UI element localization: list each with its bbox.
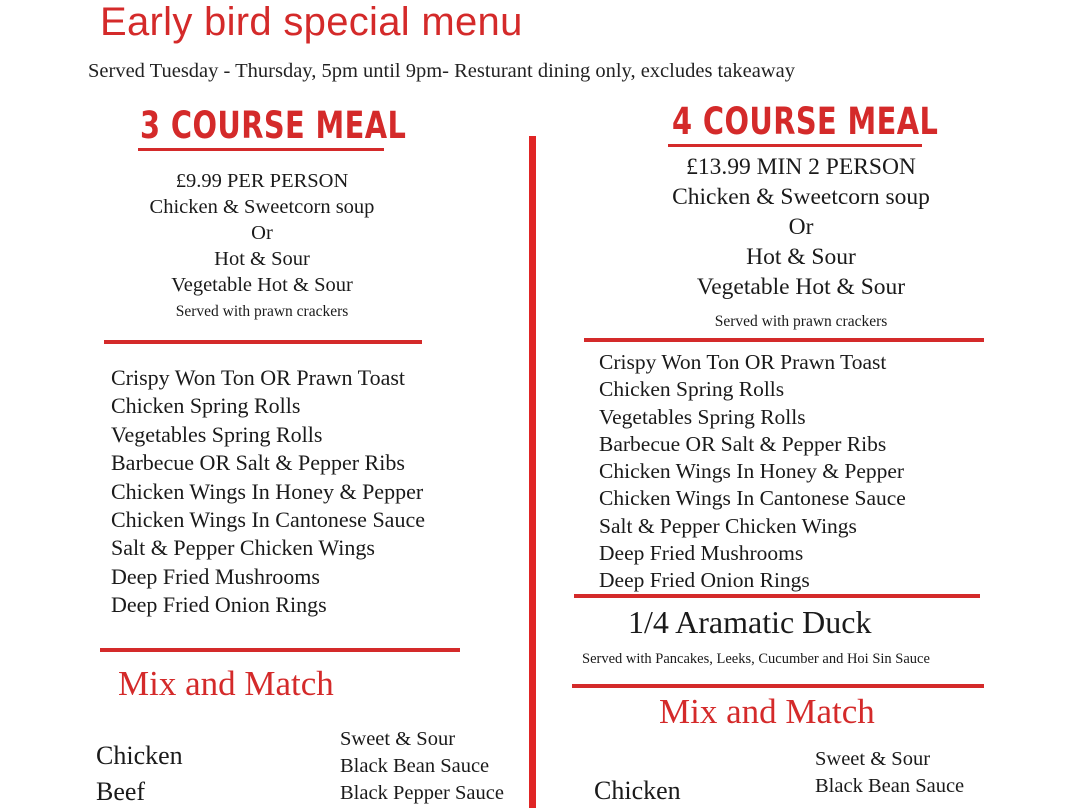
three-course-heading: 3 COURSE MEAL	[140, 104, 407, 147]
starter-item: Deep Fried Mushrooms	[599, 541, 804, 566]
starter-item: Chicken Wings In Honey & Pepper	[599, 459, 905, 484]
soup-note: Served with prawn crackers	[175, 303, 349, 320]
section-rule	[100, 648, 460, 652]
duck-course: 1/4 Aramatic Duck	[628, 604, 872, 640]
starter-item: Deep Fried Onion Rings	[111, 592, 327, 618]
soup-option: Chicken & Sweetcorn soup	[672, 184, 930, 210]
starter-item: Chicken Spring Rolls	[599, 377, 785, 402]
soup-option: Hot & Sour	[214, 248, 310, 270]
soup-option: Chicken & Sweetcorn soup	[149, 196, 375, 218]
duck-note: Served with Pancakes, Leeks, Cucumber and Hoi Sin Sauce	[582, 651, 930, 667]
sauce-list	[340, 726, 504, 807]
sauce-item: Sweet & Sour	[340, 728, 456, 750]
three-course-starters	[111, 364, 425, 620]
four-course-soup-block	[626, 152, 976, 332]
meat-item: Chicken	[96, 741, 183, 770]
center-divider	[529, 136, 536, 808]
soup-note: Served with prawn crackers	[714, 313, 888, 330]
starter-item: Vegetables Spring Rolls	[111, 421, 323, 447]
soup-option: Vegetable Hot & Sour	[696, 274, 906, 300]
three-course-soup-block	[110, 168, 414, 322]
starter-item: Chicken Wings In Cantonese Sauce	[599, 486, 906, 511]
sauce-list	[815, 746, 964, 800]
starter-item: Barbecue OR Salt & Pepper Ribs	[599, 431, 887, 456]
starter-item: Deep Fried Mushrooms	[111, 563, 320, 589]
sauce-item: Black Bean Sauce	[340, 755, 490, 777]
mix-and-match-heading: Mix and Match	[118, 664, 334, 703]
section-rule	[572, 684, 984, 688]
soup-option: Hot & Sour	[746, 244, 856, 270]
starter-item: Barbecue OR Salt & Pepper Ribs	[111, 450, 405, 476]
starter-item: Deep Fried Onion Rings	[599, 568, 810, 593]
menu-subtitle: Served Tuesday - Thursday, 5pm until 9pm- Resturant dining only, excludes takeaway	[88, 60, 795, 82]
mix-and-match-heading: Mix and Match	[659, 692, 875, 731]
starter-item: Salt & Pepper Chicken Wings	[111, 535, 375, 561]
sauce-item: Sweet & Sour	[815, 748, 931, 770]
four-course-underline	[668, 144, 922, 147]
three-course-price: £9.99 PER PERSON	[175, 170, 349, 192]
starter-item: Chicken Wings In Honey & Pepper	[111, 478, 424, 504]
starter-item: Crispy Won Ton OR Prawn Toast	[599, 350, 887, 374]
sauce-item: Black Bean Sauce	[815, 775, 965, 797]
starter-item: Salt & Pepper Chicken Wings	[599, 513, 857, 538]
soup-or: Or	[788, 214, 814, 240]
meat-list	[594, 774, 681, 808]
soup-or: Or	[251, 222, 273, 244]
three-course-underline	[138, 148, 384, 151]
four-course-heading: 4 COURSE MEAL	[672, 100, 939, 143]
meat-list	[96, 738, 183, 810]
starter-item: Chicken Wings In Cantonese Sauce	[111, 507, 425, 533]
four-course-starters	[599, 349, 906, 595]
starter-item: Crispy Won Ton OR Prawn Toast	[111, 365, 406, 390]
starter-item: Chicken Spring Rolls	[111, 393, 301, 419]
section-rule	[574, 594, 980, 598]
starter-item: Vegetables Spring Rolls	[599, 404, 806, 429]
four-course-price: £13.99 MIN 2 PERSON	[686, 154, 916, 180]
meat-item: Chicken	[594, 776, 681, 805]
section-rule	[104, 340, 422, 344]
section-rule	[584, 338, 984, 342]
menu-title: Early bird special menu	[100, 0, 523, 44]
soup-option: Vegetable Hot & Sour	[171, 274, 353, 296]
sauce-item: Black Pepper Sauce	[340, 782, 504, 804]
meat-item: Beef	[96, 777, 146, 806]
